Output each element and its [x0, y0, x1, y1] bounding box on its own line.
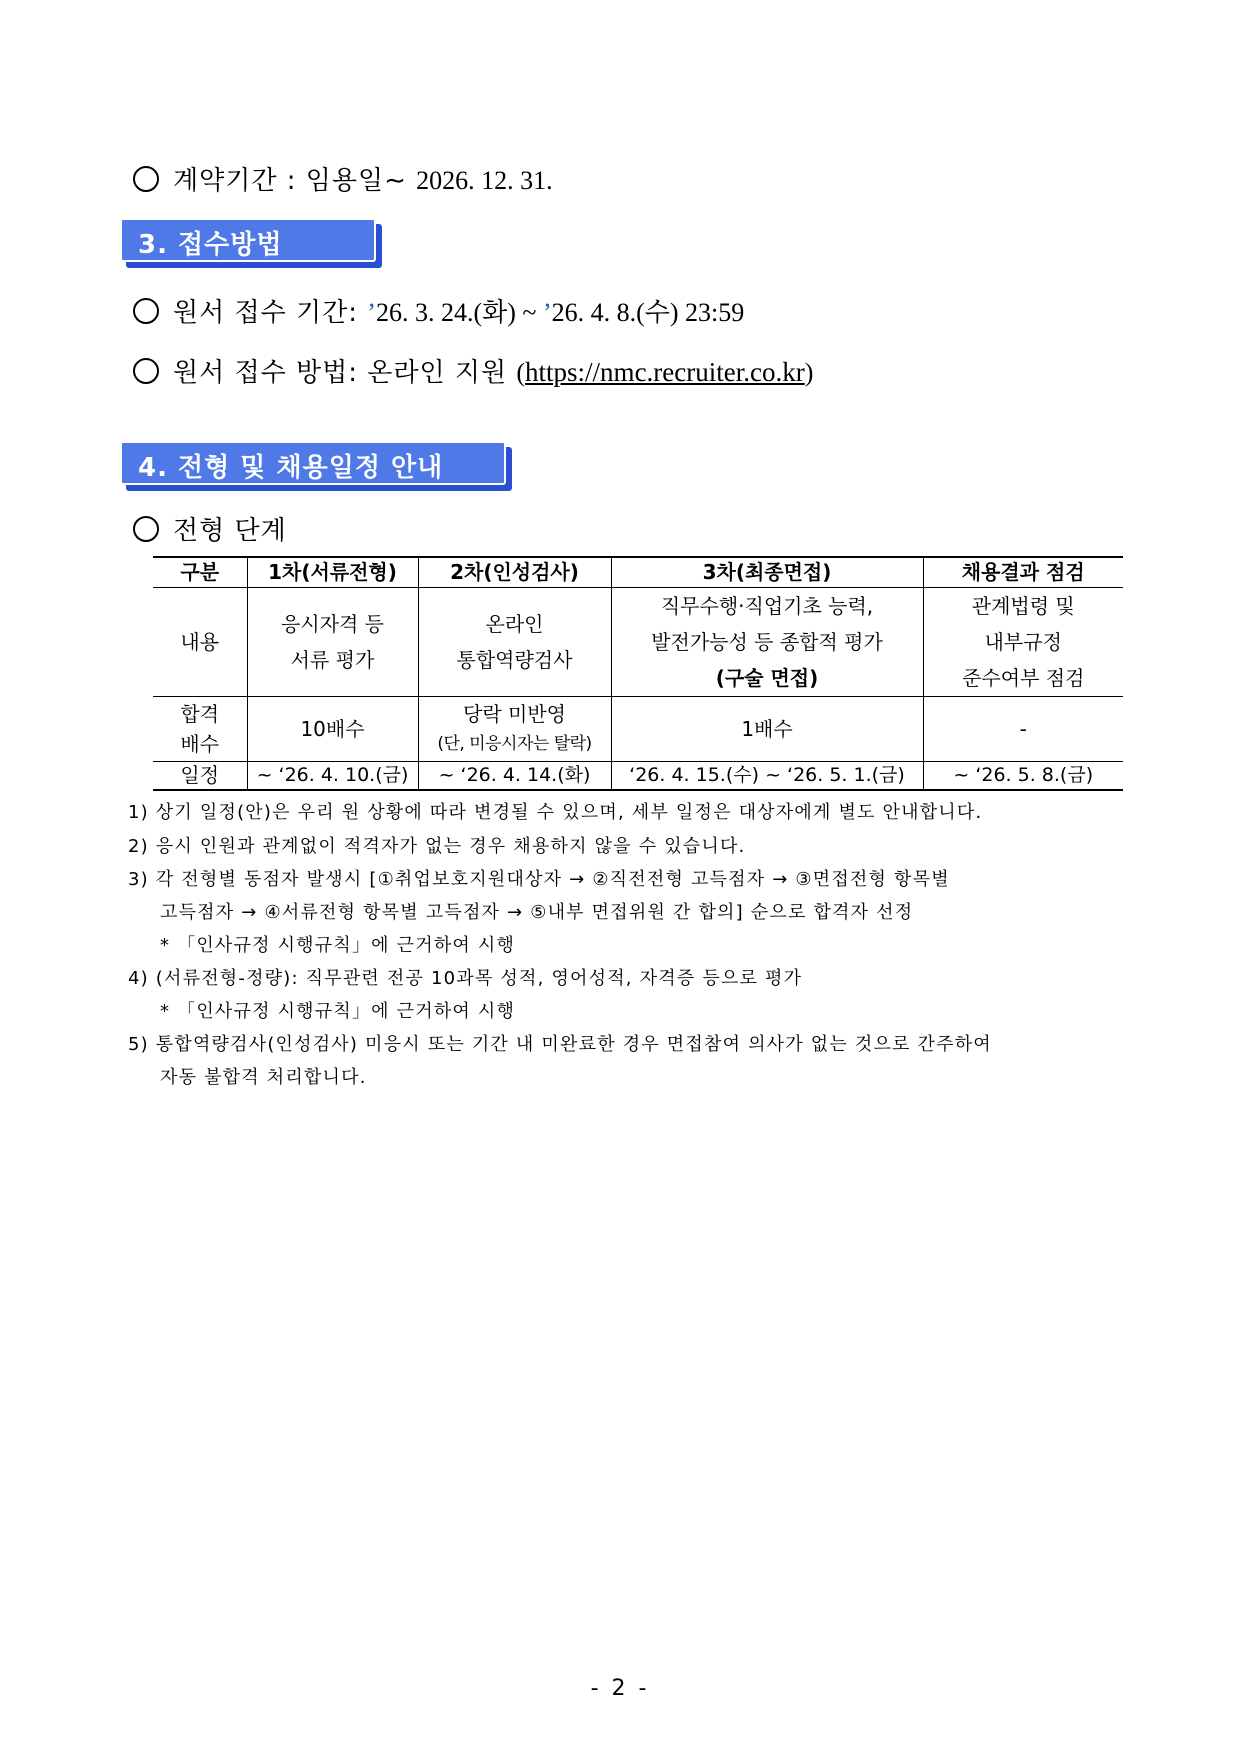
content-cell — [247, 588, 418, 697]
pass-cell: - — [923, 697, 1123, 762]
selection-schedule-table — [153, 556, 1123, 791]
schedule-cell: ~ ‘26. 4. 14.(화) — [418, 762, 611, 790]
note-3-continued: 고득점자 → ④서류전형 항목별 고득점자 → ⑤내부 면접위원 간 합의] 순으로 합격자 선정 — [160, 902, 914, 923]
stages-line — [133, 510, 287, 547]
cell-line: 내부규정 — [984, 630, 1062, 654]
note-2: 2) 응시 인원과 관계없이 적격자가 없는 경우 채용하지 않을 수 있습니다. — [128, 836, 746, 857]
contract-label: 계약기간 : 임용일∼ — [173, 166, 407, 196]
section-3-heading-label: 3. 접수방법 — [138, 230, 283, 260]
circle-bullet-icon — [133, 166, 159, 192]
content-cell — [611, 588, 923, 697]
note-1: 1) 상기 일정(안)은 우리 원 상황에 따라 변경될 수 있으며, 세부 일정은 대상자에게 별도 안내합니다. — [128, 802, 983, 823]
cell-line: 발전가능성 등 종합적 평가 — [651, 630, 883, 654]
cell-line: 온라인 — [485, 612, 544, 636]
circle-bullet-icon — [133, 516, 159, 542]
note-3: 3) 각 전형별 동점자 발생시 [①취업보호지원대상자 → ②직전전형 고득점자 → ③면접전형 항목별 — [128, 869, 950, 890]
contract-value: 2026. 12. 31. — [416, 166, 553, 195]
note-3-footnote: * 「인사규정 시행규칙」에 근거하여 시행 — [160, 935, 516, 956]
application-method-line: 원서 접수 방법: 온라인 지원 (https://nmc.recruiter.co.kr) — [133, 352, 813, 389]
period-start: 26. 3. 24.(화) — [375, 298, 516, 327]
note-4: 4) (서류전형-정량): 직무관련 전공 10과목 성적, 영어성적, 자격증 등으로 평가 — [128, 968, 803, 989]
recruiter-link[interactable]: https://nmc.recruiter.co.kr — [525, 357, 805, 387]
pass-cell: 10배수 — [247, 697, 418, 762]
cell-line: (단, 미응시자는 탈락) — [437, 734, 592, 754]
header-cell: 구분 — [153, 557, 247, 588]
circle-bullet-icon — [133, 298, 159, 324]
table-row-pass-ratio — [153, 697, 1123, 762]
header-cell: 3차(최종면접) — [611, 557, 923, 588]
content-cell — [418, 588, 611, 697]
table-header-row — [153, 557, 1123, 588]
cell-line: 직무수행·직업기초 능력, — [660, 594, 874, 618]
cell-line: 응시자격 등 — [281, 612, 384, 636]
method-label: 원서 접수 방법: 온라인 지원 — [173, 358, 508, 388]
cell-line: 합격 — [180, 702, 220, 726]
schedule-cell: ~ ‘26. 4. 10.(금) — [247, 762, 418, 790]
cell-line: 준수여부 점검 — [962, 666, 1085, 690]
note-5: 5) 통합역량검사(인성검사) 미응시 또는 기간 내 미완료한 경우 면접참여 의사가 없는 것으로 간주하여 — [128, 1034, 992, 1055]
schedule-cell: ‘26. 4. 15.(수) ~ ‘26. 5. 1.(금) — [611, 762, 923, 790]
contract-period-line — [133, 160, 553, 197]
header-cell: 1차(서류전형) — [247, 557, 418, 588]
note-4-footnote: * 「인사규정 시행규칙」에 근거하여 시행 — [160, 1001, 516, 1022]
page-number: - 2 - — [590, 1676, 650, 1701]
row-label — [153, 697, 247, 762]
application-period-line: 원서 접수 기간: ’26. 3. 24.(화) ~ ’26. 4. 8.(수) 23:59 — [133, 292, 744, 329]
section-4-heading-label: 4. 전형 및 채용일정 안내 — [138, 453, 444, 483]
cell-line: (구술 면접) — [715, 666, 819, 690]
stages-label: 전형 단계 — [173, 516, 287, 546]
pass-cell — [418, 697, 611, 762]
content-cell — [923, 588, 1123, 697]
row-label: 내용 — [153, 588, 247, 697]
cell-line: 관계법령 및 — [971, 594, 1075, 618]
section-4-heading — [120, 441, 506, 485]
section-3-heading — [120, 218, 376, 262]
pass-cell: 1배수 — [611, 697, 923, 762]
header-cell: 채용결과 점검 — [923, 557, 1123, 588]
cell-line: 통합역량검사 — [456, 648, 573, 672]
period-sep: ~ — [522, 298, 537, 327]
row-label: 일정 — [153, 762, 247, 790]
period-end: 26. 4. 8.(수) 23:59 — [551, 298, 745, 327]
circle-bullet-icon — [133, 358, 159, 384]
table-row-content — [153, 588, 1123, 697]
cell-line: 배수 — [180, 732, 220, 756]
period-label: 원서 접수 기간: — [173, 298, 358, 328]
header-cell: 2차(인성검사) — [418, 557, 611, 588]
cell-line: 당락 미반영 — [463, 702, 566, 726]
note-5-continued: 자동 불합격 처리합니다. — [160, 1067, 367, 1088]
cell-line: 서류 평가 — [290, 648, 375, 672]
table-row-schedule — [153, 762, 1123, 790]
schedule-cell: ~ ‘26. 5. 8.(금) — [923, 762, 1123, 790]
